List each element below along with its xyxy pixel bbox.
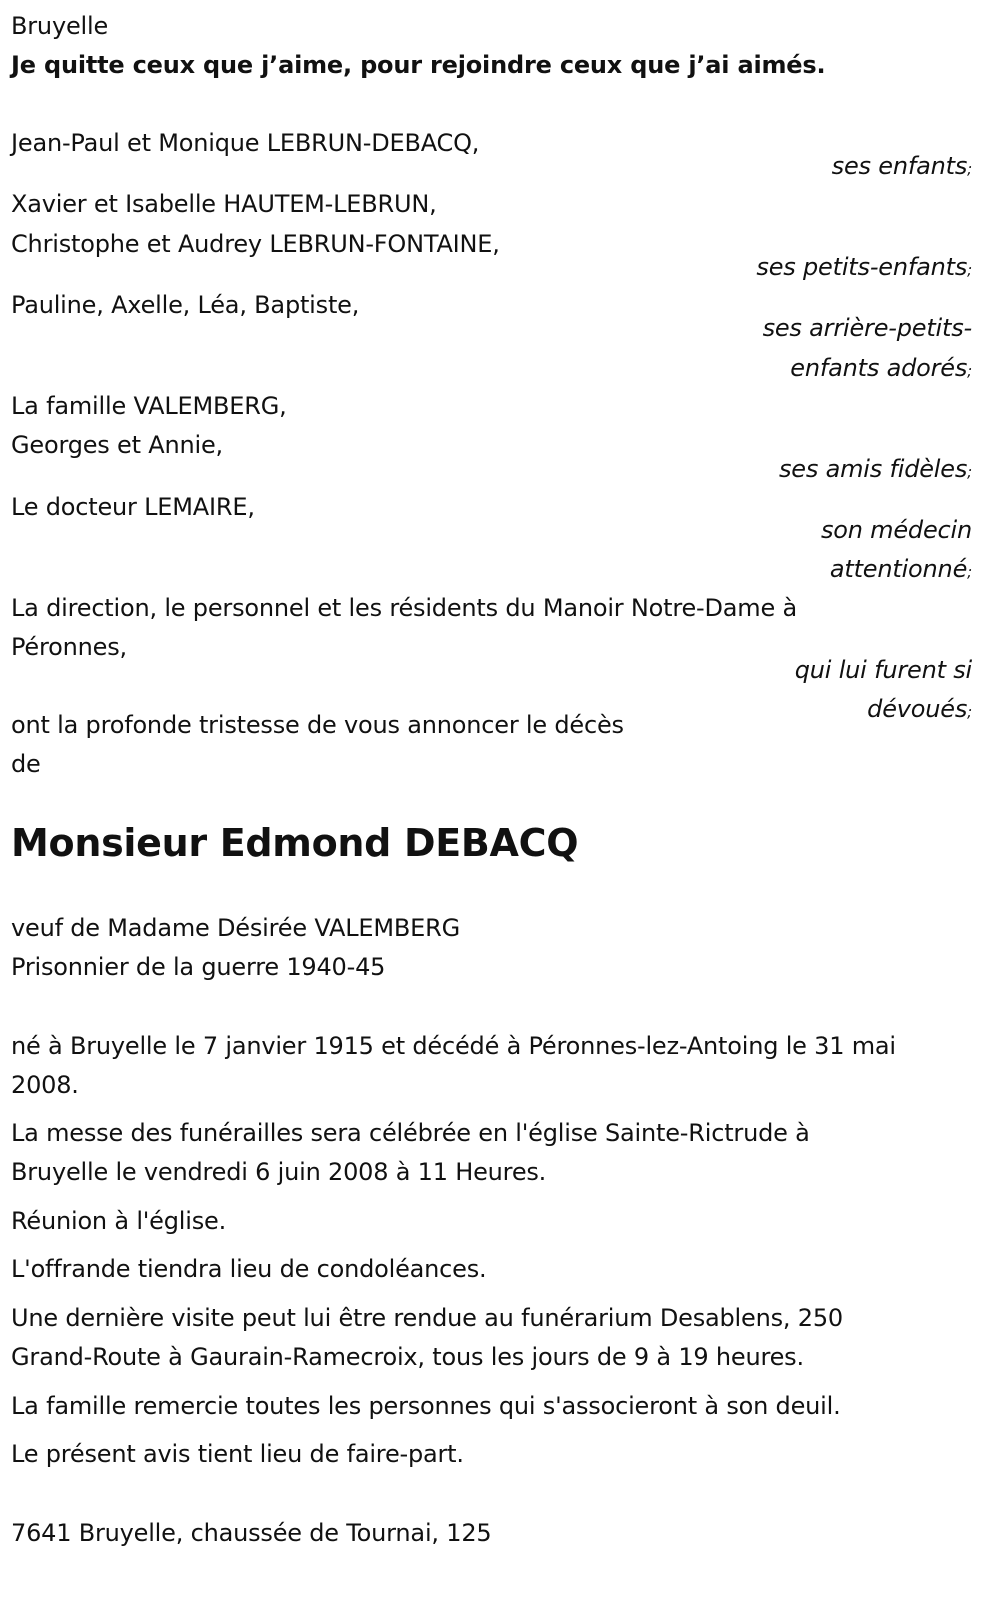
- meeting-text: Réunion à l'église.: [11, 1207, 227, 1235]
- family-names: Le docteur LEMAIRE,: [11, 493, 255, 521]
- family-names: Jean-Paul et Monique LEBRUN-DEBACQ,: [11, 129, 480, 157]
- family-role: ses petits-enfants;: [756, 253, 972, 281]
- birth-death-text: 2008.: [11, 1071, 79, 1099]
- funeral-mass-text: La messe des funérailles sera célébrée en l'église Sainte-Rictrude à: [11, 1119, 810, 1147]
- family-role: attentionné;: [829, 555, 972, 583]
- family-role: qui lui furent si: [794, 656, 972, 684]
- family-role: son médecin: [820, 516, 972, 544]
- family-role: ses amis fidèles;: [778, 455, 972, 483]
- family-names: Georges et Annie,: [11, 431, 223, 459]
- funeral-mass-text: Bruyelle le vendredi 6 juin 2008 à 11 Heures.: [11, 1158, 547, 1186]
- family-role: dévoués;: [867, 695, 972, 723]
- announcement-text: ont la profonde tristesse de vous annoncer le décès: [11, 711, 624, 739]
- family-role: enfants adorés;: [790, 354, 972, 382]
- visitation-text: Grand-Route à Gaurain-Ramecroix, tous les jours de 9 à 19 heures.: [11, 1343, 804, 1371]
- deceased-detail: veuf de Madame Désirée VALEMBERG: [11, 914, 460, 942]
- birth-death-text: né à Bruyelle le 7 janvier 1915 et décédé à Péronnes-lez-Antoing le 31 mai: [11, 1032, 896, 1060]
- memorial-quote: Je quitte ceux que j’aime, pour rejoindre ceux que j’ai aimés.: [11, 51, 826, 79]
- address-text: 7641 Bruyelle, chaussée de Tournai, 125: [11, 1519, 492, 1547]
- family-names: Xavier et Isabelle HAUTEM-LEBRUN,: [11, 190, 437, 218]
- family-role: ses enfants;: [831, 152, 972, 180]
- location-heading: Bruyelle: [11, 12, 109, 40]
- family-names: Pauline, Axelle, Léa, Baptiste,: [11, 291, 360, 319]
- thanks-text: La famille remercie toutes les personnes qui s'associeront à son deuil.: [11, 1392, 841, 1420]
- offering-text: L'offrande tiendra lieu de condoléances.: [11, 1255, 487, 1283]
- family-names: La famille VALEMBERG,: [11, 392, 287, 420]
- visitation-text: Une dernière visite peut lui être rendue au funérarium Desablens, 250: [11, 1304, 843, 1332]
- family-names: Christophe et Audrey LEBRUN-FONTAINE,: [11, 230, 500, 258]
- deceased-detail: Prisonnier de la guerre 1940-45: [11, 953, 386, 981]
- family-role: ses arrière-petits-: [762, 314, 972, 342]
- deceased-name: Monsieur Edmond DEBACQ: [11, 821, 579, 865]
- notice-text: Le présent avis tient lieu de faire-part.: [11, 1440, 464, 1468]
- family-names: Péronnes,: [11, 633, 127, 661]
- family-names: La direction, le personnel et les résidents du Manoir Notre-Dame à: [11, 594, 797, 622]
- announcement-text: de: [11, 750, 41, 778]
